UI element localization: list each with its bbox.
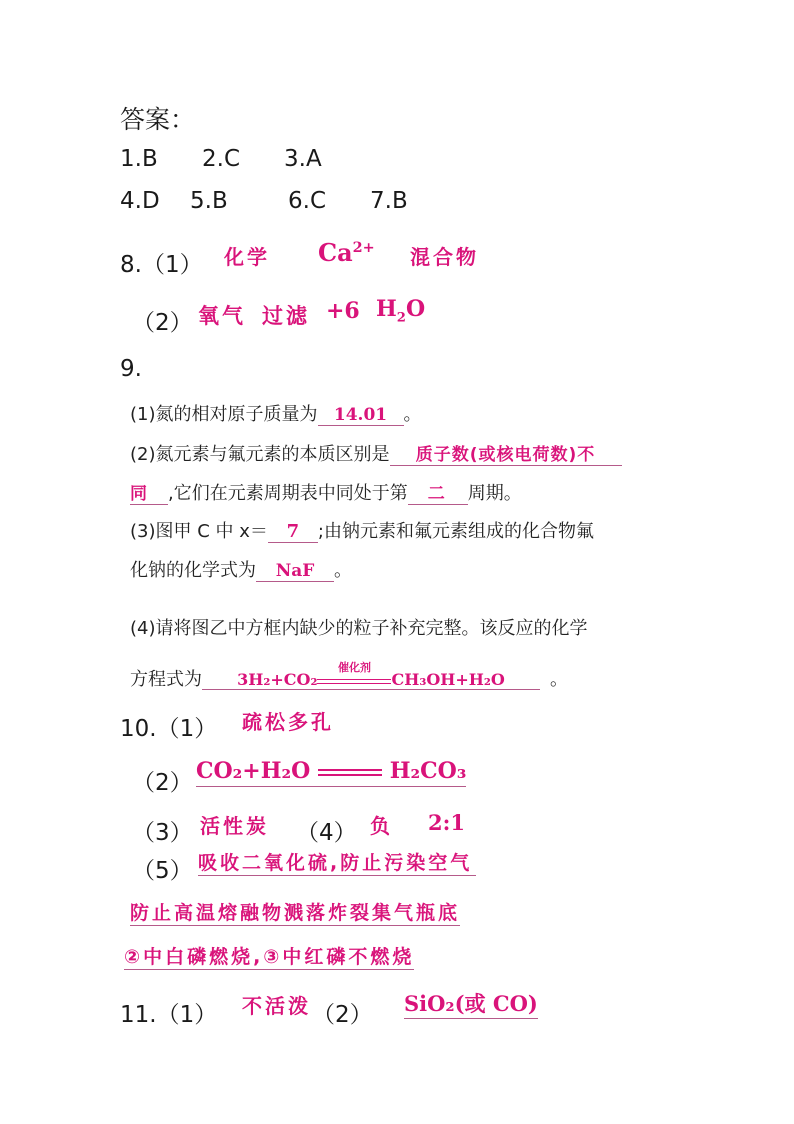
- q9-label: 9.: [120, 356, 142, 382]
- mc-answer: 2.C: [202, 146, 241, 172]
- q9-answer-2a: 质子数(或核电荷数)不: [390, 440, 622, 466]
- q10-answer-5b: 防止高温熔融物溅落炸裂集气瓶底: [130, 898, 460, 926]
- mc-answer: 7.B: [370, 188, 408, 214]
- q10-equation: [196, 758, 466, 787]
- answers-title: 答案：: [120, 105, 196, 134]
- q11-answer-1: 不活泼: [242, 994, 311, 1018]
- q10-answer-5a: 吸收二氧化硫,防止污染空气: [198, 848, 476, 876]
- q9-line-5-end: 。: [334, 560, 352, 581]
- q9-equation: [202, 660, 540, 690]
- q9-line-3-end: 周期。: [467, 483, 522, 504]
- q9-line-6: (4)请将图乙中方框内缺少的粒子补充完整。该反应的化学: [130, 618, 588, 639]
- q11-answer-2: SiO₂(或 CO): [404, 988, 538, 1019]
- q9-line-1-text: (1)氮的相对原子质量为: [130, 404, 318, 425]
- q10-part2-label: （2）: [132, 770, 193, 796]
- q8-part2-label: （2）: [132, 310, 193, 336]
- mc-answer: 5.B: [190, 188, 228, 214]
- q8-part2-answer-2: 过滤: [262, 304, 310, 328]
- q10-part4-label: （4）: [296, 820, 357, 846]
- q9-line-7-text: 方程式为: [130, 669, 202, 690]
- q9-line-7-end: 。: [550, 669, 568, 690]
- q11-label: 11.（1）: [120, 1002, 218, 1028]
- q10-equation-lhs: CO₂+H₂O: [196, 758, 311, 784]
- q9-line-4: [130, 517, 594, 543]
- q8-part2-answer-3: +6: [326, 298, 360, 324]
- mc-answer: 6.C: [288, 188, 327, 214]
- q9-line-2-text: (2)氮元素与氟元素的本质区别是: [130, 444, 390, 465]
- q9-line-4-text: (3)图甲 C 中 x＝: [130, 521, 268, 542]
- q9-line-2: [130, 440, 622, 466]
- equation-sign: [318, 766, 382, 778]
- q11-part2-label: （2）: [312, 1002, 373, 1028]
- q10-part3-label: （3）: [132, 820, 193, 846]
- q10-answer-4a: 负: [370, 814, 393, 838]
- q8-part2-answer-1: 氧气: [198, 304, 246, 328]
- q9-line-5: [130, 556, 352, 582]
- q8-part2-answer-4: $H_2O$: [376, 296, 426, 326]
- q10-answer-1: 疏松多孔: [242, 710, 334, 734]
- mc-answer: 1.B: [120, 146, 158, 172]
- q9-answer-2b: 同: [130, 479, 168, 505]
- equation-rhs: CH₃OH+H₂O: [391, 670, 505, 689]
- q8-answer-1: 化学: [224, 245, 270, 269]
- equation-lhs: 3H₂+CO₂: [237, 670, 318, 689]
- q10-answer-4b: 2:1: [428, 810, 465, 835]
- q9-line-4-text-2: ;由钠元素和氟元素组成的化合物氟: [317, 521, 594, 542]
- catalyst-label: 催化剂: [337, 660, 371, 674]
- mc-answer: 4.D: [120, 188, 160, 214]
- q10-equation-rhs: H₂CO₃: [389, 758, 467, 784]
- q9-answer-1: 14.01: [318, 405, 404, 426]
- q9-answer-3: 二: [408, 479, 468, 505]
- q9-answer-5: NaF: [256, 561, 334, 582]
- q9-line-7: [130, 660, 568, 691]
- equation-arrow: [317, 660, 391, 688]
- q9-line-3: [130, 479, 522, 505]
- q9-answer-4: 7: [268, 521, 318, 543]
- q9-line-1-end: 。: [403, 404, 422, 425]
- q10-label: 10.（1）: [120, 716, 218, 742]
- q10-answer-5c: ②中白磷燃烧,③中红磷不燃烧: [124, 942, 414, 970]
- mc-answer: 3.A: [284, 146, 322, 172]
- q9-line-5-text: 化钠的化学式为: [130, 560, 256, 581]
- q8-label: 8.（1）: [120, 252, 203, 278]
- q8-answer-2: $Ca^{2+}$: [318, 238, 375, 267]
- q9-line-1: [130, 400, 422, 426]
- q10-part5-label: （5）: [132, 858, 193, 884]
- q8-answer-3: 混合物: [410, 245, 479, 269]
- q10-answer-3: 活性炭: [200, 814, 269, 838]
- q9-line-3-text: ,它们在元素周期表中同处于第: [168, 483, 408, 504]
